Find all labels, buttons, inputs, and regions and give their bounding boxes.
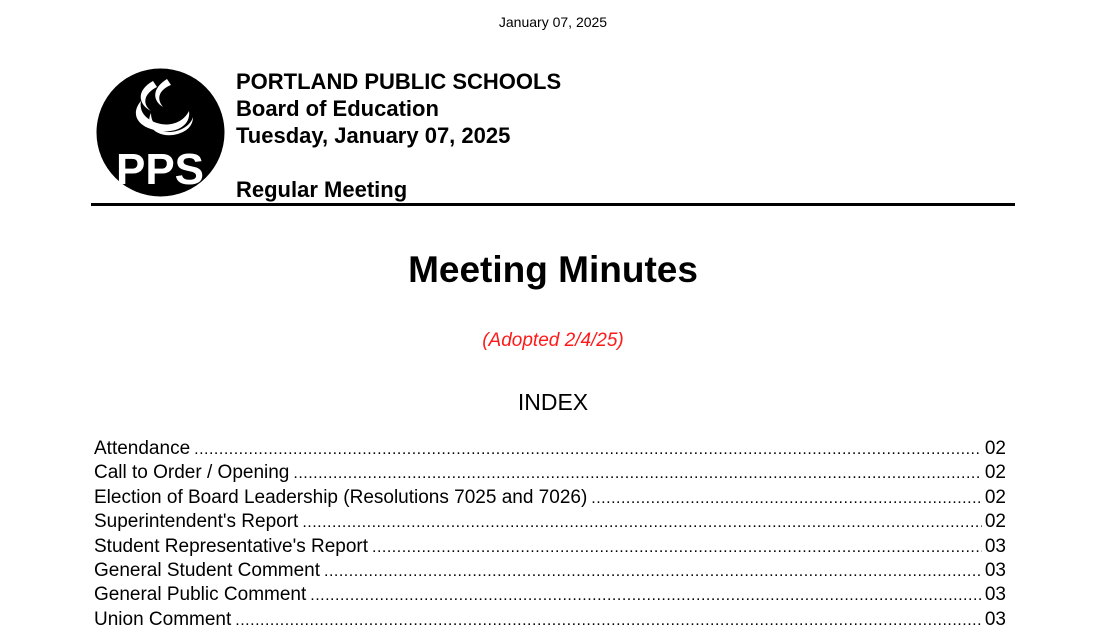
- index-entry: [94, 437, 1006, 461]
- header-divider: [91, 203, 1015, 206]
- adopted-status: (Adopted 2/4/25): [482, 330, 624, 351]
- organization-body: Board of Education: [236, 96, 439, 121]
- dot-leader: [194, 438, 982, 461]
- meeting-type: Regular Meeting: [236, 177, 408, 202]
- dot-leader: [324, 560, 982, 583]
- page-date: January 07, 2025: [498, 14, 608, 30]
- index-entry-page: 02: [982, 437, 1006, 461]
- index-entry-label: General Public Comment: [94, 583, 310, 607]
- index-entry: [94, 608, 1006, 632]
- index-entry: [94, 535, 1006, 559]
- index-entry: [94, 559, 1006, 583]
- logo-text: PPS: [115, 145, 205, 194]
- index-entry-label: Superintendent's Report: [94, 510, 302, 534]
- index-list: [94, 437, 1006, 632]
- index-entry-label: Election of Board Leadership (Resolutions 7025 and 7026): [94, 486, 591, 510]
- index-entry-page: 02: [982, 510, 1006, 534]
- dot-leader: [372, 536, 982, 559]
- dot-leader: [591, 487, 982, 510]
- dot-leader: [235, 609, 982, 632]
- index-heading: INDEX: [517, 389, 589, 415]
- index-entry-page: 03: [982, 583, 1006, 607]
- dot-leader: [293, 462, 981, 485]
- index-entry-page: 02: [982, 486, 1006, 510]
- organization-header: [236, 68, 561, 203]
- index-entry-label: General Student Comment: [94, 559, 324, 583]
- index-entry-label: Attendance: [94, 437, 194, 461]
- document-title: Meeting Minutes: [408, 249, 698, 290]
- index-entry-label: Call to Order / Opening: [94, 461, 293, 485]
- dot-leader: [302, 511, 982, 534]
- index-entry-page: 02: [982, 461, 1006, 485]
- index-entry-page: 03: [982, 608, 1006, 632]
- meeting-date: Tuesday, January 07, 2025: [236, 123, 511, 148]
- index-entry-label: Student Representative's Report: [94, 535, 372, 559]
- index-entry-page: 03: [982, 535, 1006, 559]
- index-entry: [94, 461, 1006, 485]
- index-entry: [94, 583, 1006, 607]
- dot-leader: [310, 584, 982, 607]
- organization-name: PORTLAND PUBLIC SCHOOLS: [236, 69, 562, 94]
- index-entry-page: 03: [982, 559, 1006, 583]
- pps-logo-icon: [95, 67, 226, 198]
- index-entry: [94, 510, 1006, 534]
- index-entry: [94, 486, 1006, 510]
- index-entry-label: Union Comment: [94, 608, 235, 632]
